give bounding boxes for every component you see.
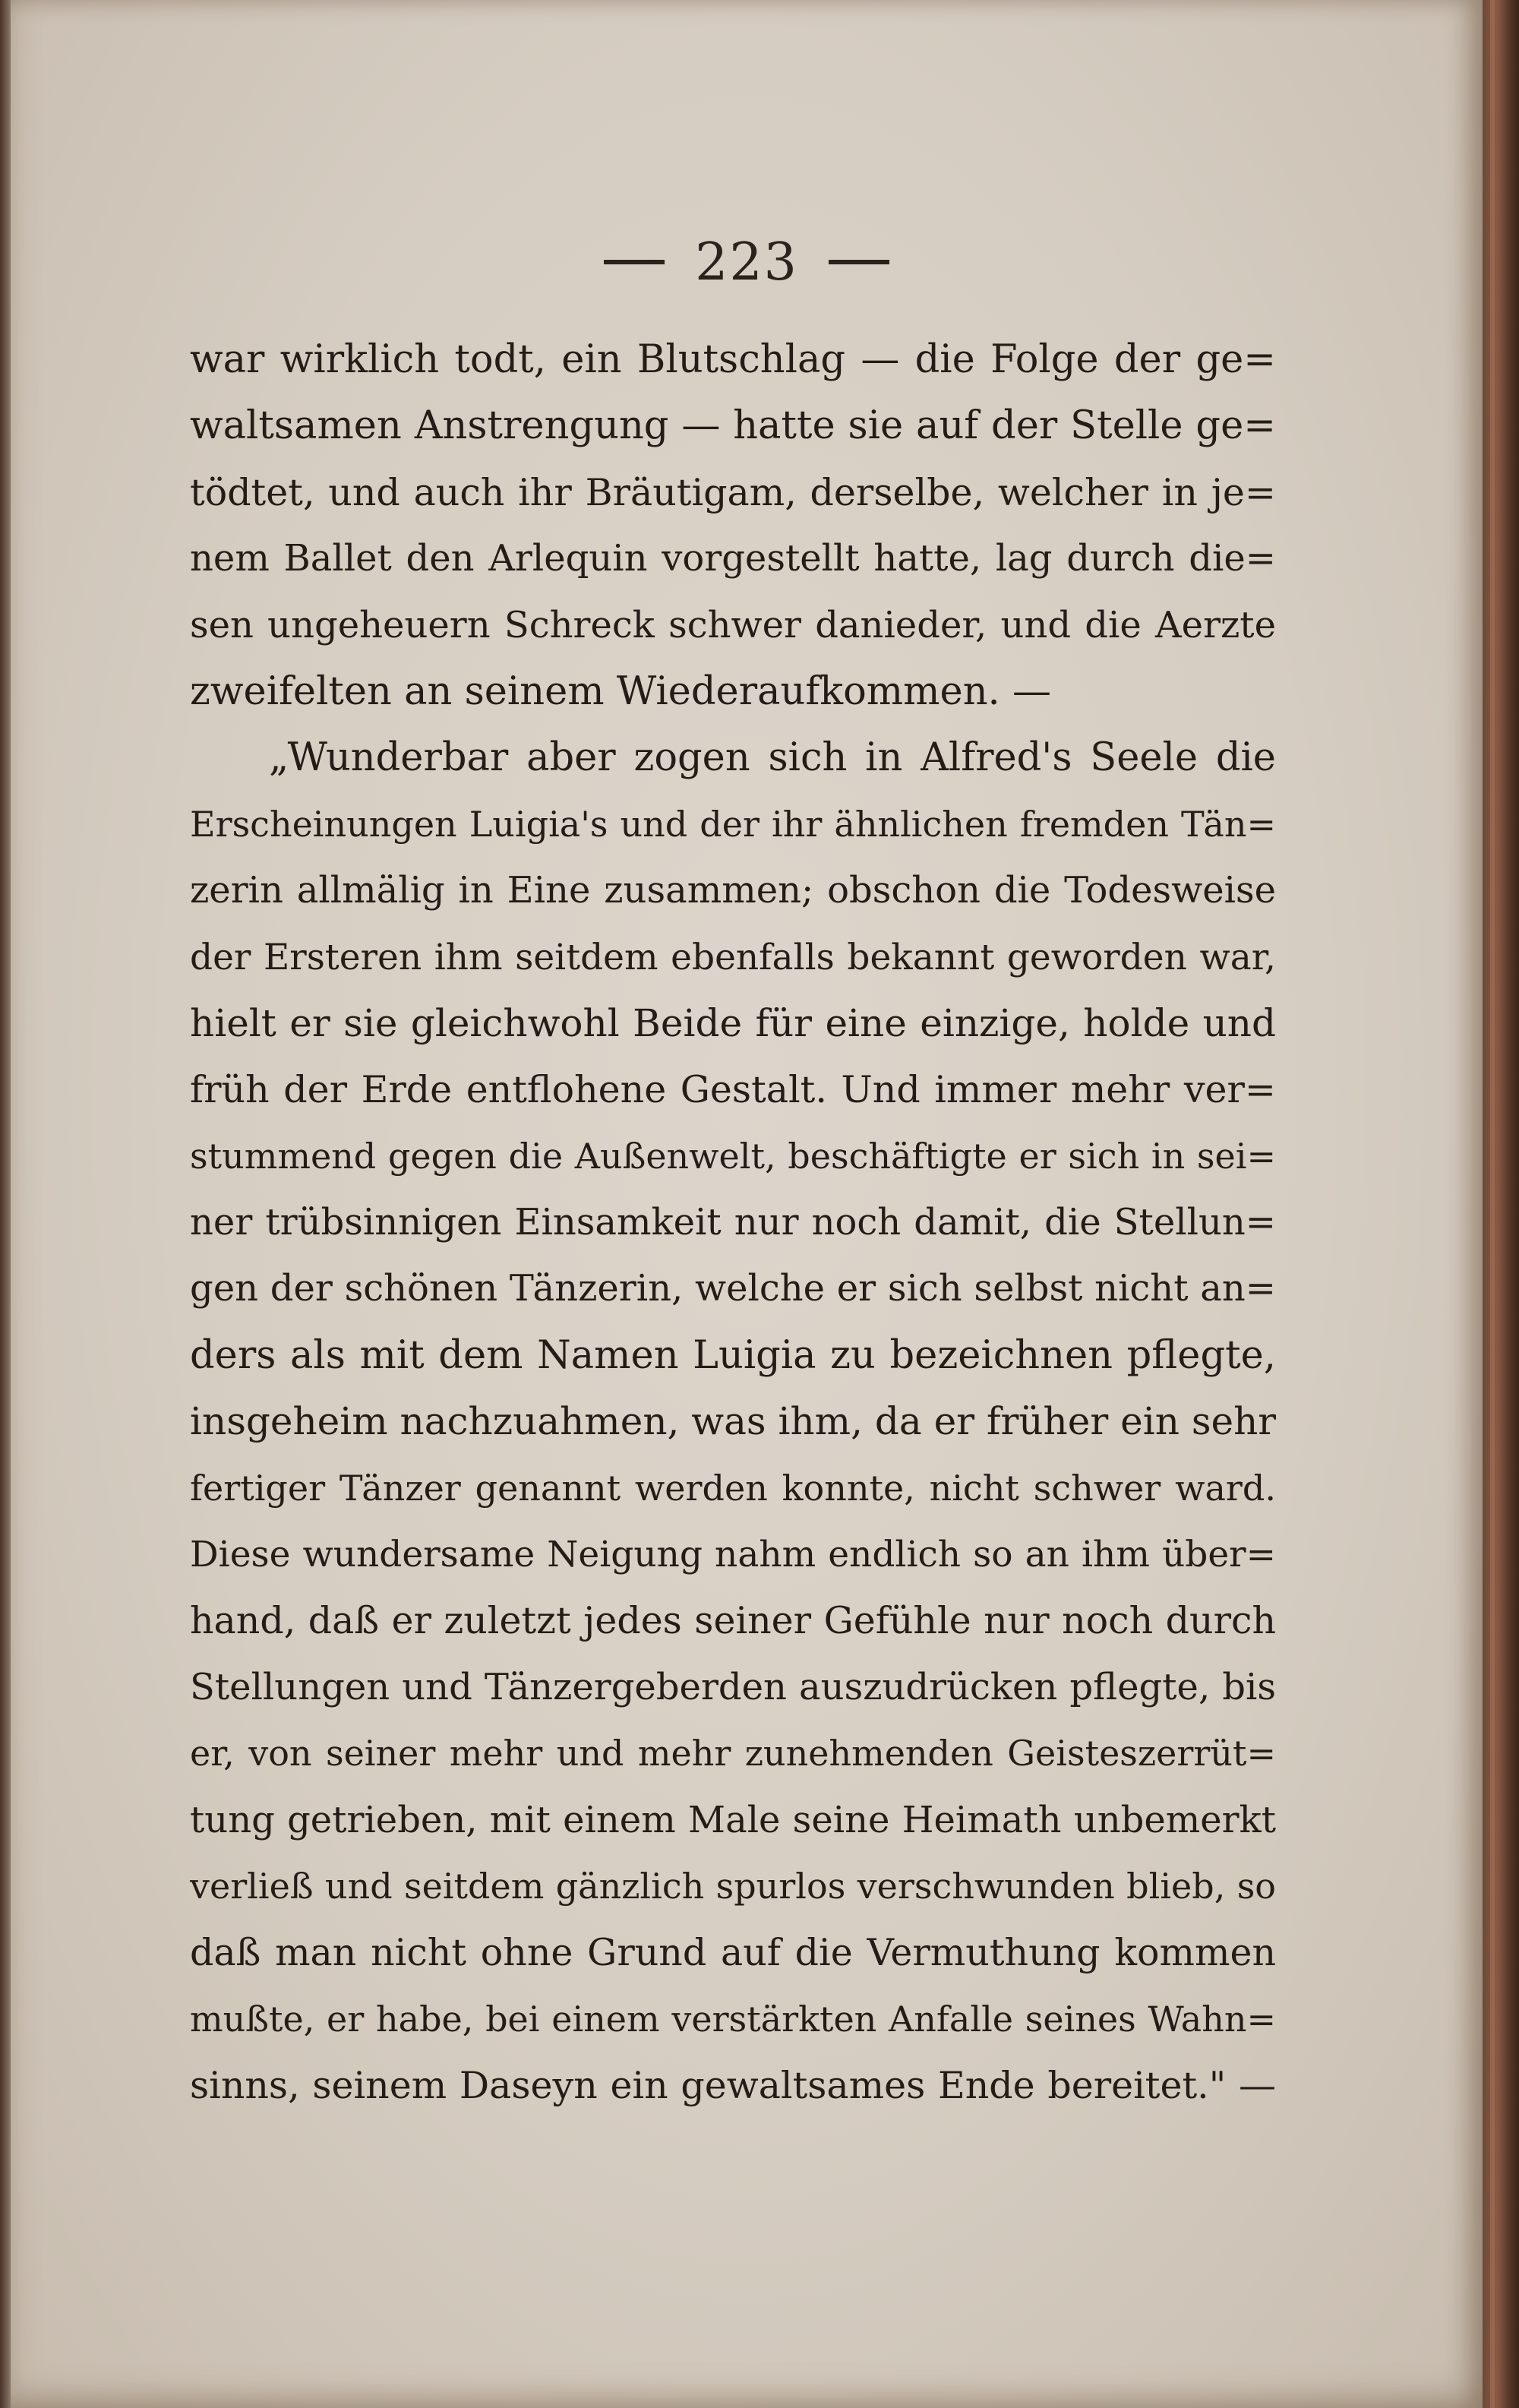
text-line: Diese wundersame Neigung nahm endlich so an ihm über= — [190, 1534, 1276, 1576]
text-line: daß man nicht ohne Grund auf die Vermuthung kommen — [190, 1931, 1276, 1975]
text-line: tung getrieben, mit einem Male seine Heimath unbemerkt — [190, 1798, 1276, 1841]
text-line: sinns, seinem Daseyn ein gewaltsames Ende bereitet." — — [190, 2064, 1276, 2108]
text-line: Stellungen und Tänzergeberden auszudrücken pflegte, bis — [190, 1665, 1276, 1708]
page-header — [11, 220, 1483, 304]
text-line: fertiger Tänzer genannt werden konnte, nicht schwer ward. — [190, 1467, 1276, 1509]
text-line: sen ungeheuern Schreck schwer danieder, und die Aerzte — [190, 603, 1276, 646]
page-number: 223 — [695, 232, 798, 292]
text-line: Erscheinungen Luigia's und der ihr ähnlichen fremden Tän= — [190, 803, 1276, 845]
header-dash-right — [829, 260, 889, 264]
text-line: „Wunderbar aber zogen sich in Alfred's Seele die — [269, 735, 1276, 781]
text-line: war wirklich todt, ein Blutschlag — die Folge der ge= — [190, 337, 1276, 382]
text-line: zweifelten an seinem Wiederaufkommen. — — [190, 668, 1051, 714]
text-line: mußte, er habe, bei einem verstärkten Anfalle seines Wahn= — [190, 1998, 1276, 2040]
text-line: tödtet, und auch ihr Bräutigam, derselbe, welcher in je= — [190, 470, 1276, 514]
text-line: ner trübsinnigen Einsamkeit nur noch damit, die Stellun= — [190, 1201, 1276, 1244]
book-page — [11, 0, 1483, 2408]
left-page-edge — [0, 0, 11, 2408]
text-line: der Ersteren ihm seitdem ebenfalls bekannt geworden war, — [190, 936, 1276, 978]
body-text — [190, 327, 1276, 2119]
book-spine-edge — [1483, 0, 1519, 2408]
header-dash-left — [604, 260, 665, 264]
text-line: ders als mit dem Namen Luigia zu bezeichnen pflegte, — [190, 1332, 1276, 1378]
text-line: früh der Erde entflohene Gestalt. Und immer mehr ver= — [190, 1068, 1276, 1112]
text-line: nem Ballet den Arlequin vorgestellt hatte, lag durch die= — [190, 537, 1276, 580]
text-line: zerin allmälig in Eine zusammen; obschon die Todesweise — [190, 869, 1276, 912]
text-line: er, von seiner mehr und mehr zunehmenden Geisteszerrüt= — [190, 1733, 1276, 1774]
text-line: hielt er sie gleichwohl Beide für eine einzige, holde und — [190, 1000, 1276, 1045]
text-line: stummend gegen die Außenwelt, beschäftigte er sich in sei= — [190, 1135, 1276, 1177]
text-line: insgeheim nachzuahmen, was ihm, da er früher ein sehr — [190, 1399, 1276, 1444]
text-line: waltsamen Anstrengung — hatte sie auf der Stelle ge= — [190, 403, 1276, 449]
text-line: hand, daß er zuletzt jedes seiner Gefühle nur noch durch — [190, 1599, 1276, 1643]
text-line: gen der schönen Tänzerin, welche er sich selbst nicht an= — [190, 1267, 1276, 1310]
text-line: verließ und seitdem gänzlich spurlos verschwunden blieb, so — [190, 1865, 1276, 1907]
